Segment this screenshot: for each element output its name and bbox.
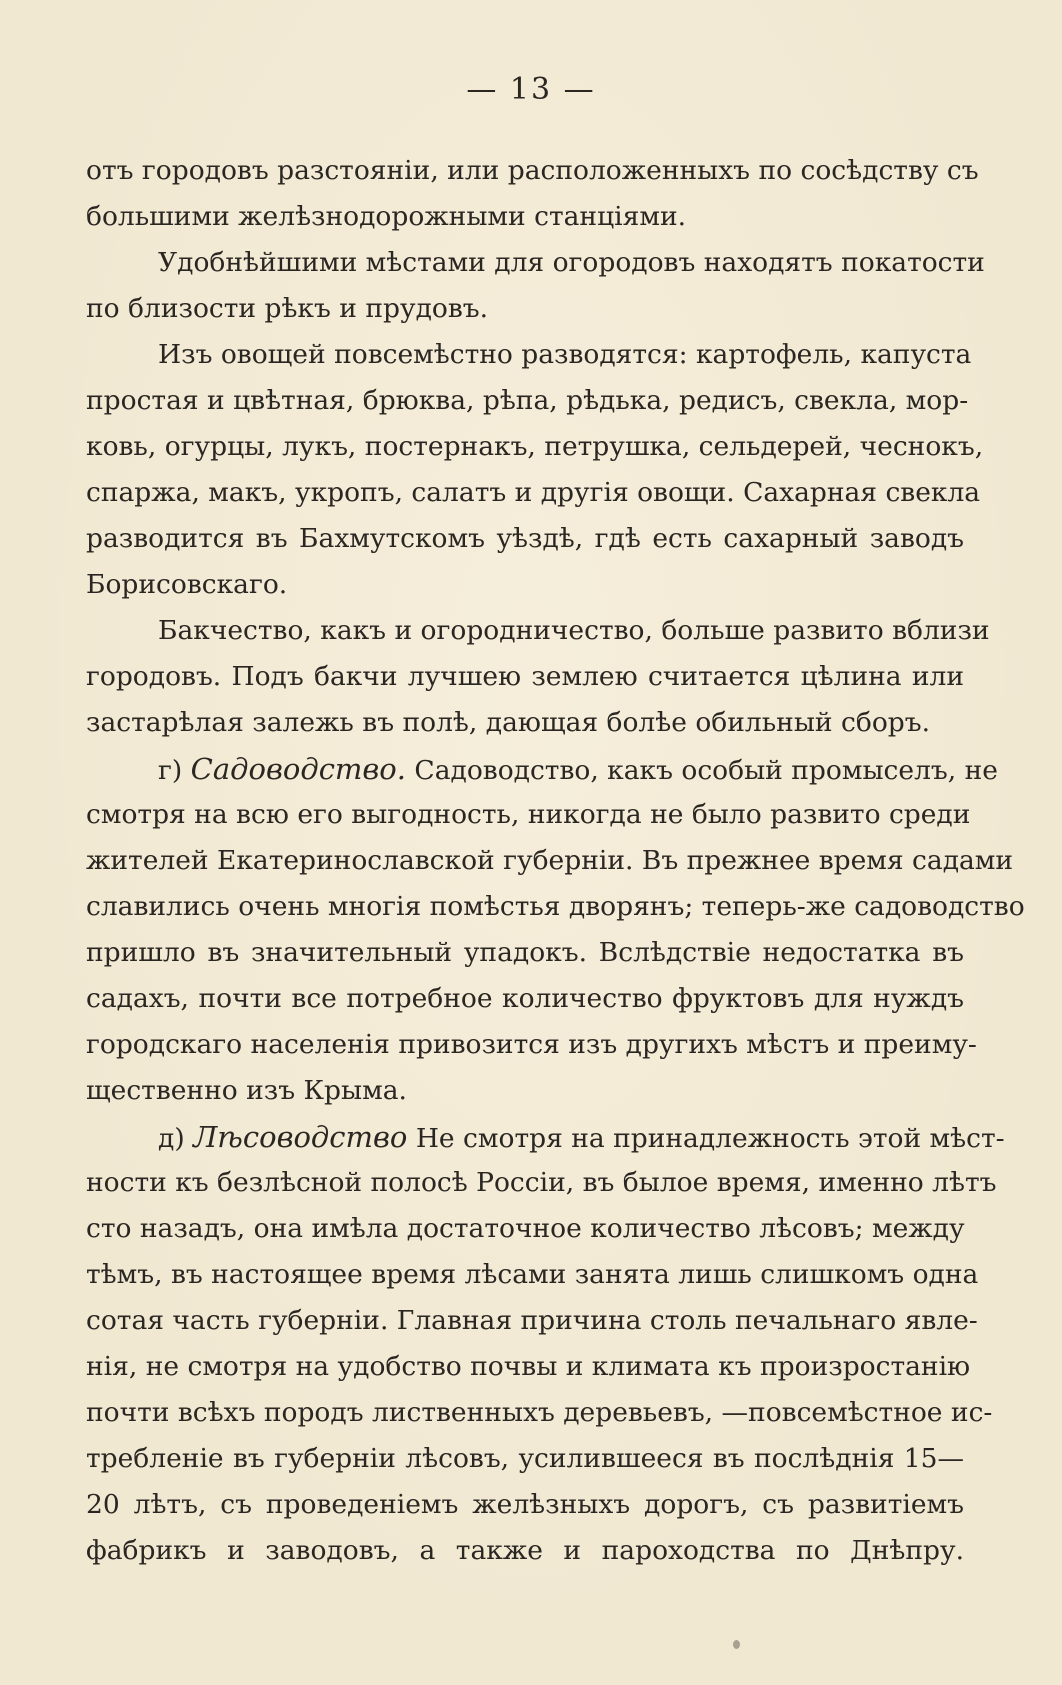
paragraph — [86, 148, 979, 240]
text-line: отъ городовъ разстояніи, или расположенныхъ по сосѣдству съ — [86, 155, 979, 186]
text-line: по близости рѣкъ и прудовъ. — [86, 293, 489, 324]
paragraph-forestry — [86, 1114, 1005, 1574]
text-line: Борисовскаго. — [86, 569, 288, 600]
text-line: сотая часть губерніи. Главная причина столь печальнаго явле- — [86, 1305, 978, 1336]
text-line: славились очень многія помѣстья дворянъ; теперь-же садоводство — [86, 891, 1025, 922]
text-line: спаржа, макъ, укропъ, салатъ и другія овощи. Сахарная свекла — [86, 477, 981, 508]
text-line: тѣмъ, въ настоящее время лѣсами занята лишь слишкомъ одна — [86, 1259, 979, 1290]
text-line: городовъ. Подъ бакчи лучшею землею считается цѣлина или — [86, 661, 964, 692]
text-line: Удобнѣйшими мѣстами для огородовъ находятъ покатости — [158, 247, 985, 278]
text-line: Бакчество, какъ и огородничество, больше развито вблизи — [158, 615, 990, 646]
text-line: требленіе въ губерніи лѣсовъ, усилившееся въ послѣднія 15— — [86, 1443, 964, 1474]
text-line — [86, 746, 998, 792]
body-text — [86, 148, 1025, 1574]
text-line: ности къ безлѣсной полосѣ Россіи, въ былое время, именно лѣтъ — [86, 1167, 997, 1198]
text-line: жителей Екатеринославской губерніи. Въ прежнее время садами — [86, 845, 1014, 876]
text-line — [86, 1114, 1005, 1160]
text-run: Не смотря на принадлежность этой мѣст- — [407, 1123, 1005, 1154]
text-line: почти всѣхъ породъ лиственныхъ деревьевъ, —повсемѣстное ис- — [86, 1397, 993, 1428]
text-run: Садоводство, какъ особый промыселъ, не — [406, 755, 998, 786]
text-line: разводится въ Бахмутскомъ уѣздѣ, гдѣ есть сахарный заводъ — [86, 523, 964, 554]
text-line: нія, не смотря на удобство почвы и климата къ произростанію — [86, 1351, 971, 1382]
section-heading: Лѣсоводство — [193, 1120, 408, 1154]
text-line: застарѣлая залежь въ полѣ, дающая болѣе обильный сборъ. — [86, 707, 931, 738]
section-letter: д) — [158, 1123, 194, 1154]
section-heading: Садоводство. — [190, 752, 406, 786]
text-line: фабрикъ и заводовъ, а также и пароходства по Днѣпру. — [86, 1535, 964, 1566]
text-line: смотря на всю его выгодность, никогда не было развито среди — [86, 799, 971, 830]
text-line: щественно изъ Крыма. — [86, 1075, 407, 1106]
text-line: ковь, огурцы, лукъ, постернакъ, петрушка, сельдерей, чеснокъ, — [86, 431, 984, 462]
text-line: Изъ овощей повсемѣстно разводятся: картофель, капуста — [158, 339, 972, 370]
text-line: садахъ, почти все потребное количество фруктовъ для нуждъ — [86, 983, 964, 1014]
paragraph — [86, 332, 984, 608]
text-line: большими желѣзнодорожными станціями. — [86, 201, 687, 232]
section-letter: г) — [158, 755, 191, 786]
page-number: — 13 — — [466, 72, 596, 107]
paragraph — [86, 240, 985, 332]
text-line: пришло въ значительный упадокъ. Вслѣдствіе недостатка въ — [86, 937, 964, 968]
paragraph-gardening — [86, 746, 1025, 1114]
paragraph — [86, 608, 990, 746]
text-line: 20 лѣтъ, съ проведеніемъ желѣзныхъ дорогъ, съ развитіемъ — [86, 1489, 964, 1520]
text-line: простая и цвѣтная, брюква, рѣпа, рѣдька, редисъ, свекла, мор- — [86, 385, 969, 416]
text-line: сто назадъ, она имѣла достаточное количество лѣсовъ; между — [86, 1213, 965, 1244]
ink-blot — [733, 1640, 740, 1649]
text-line: городскаго населенія привозится изъ другихъ мѣстъ и преиму- — [86, 1029, 977, 1060]
